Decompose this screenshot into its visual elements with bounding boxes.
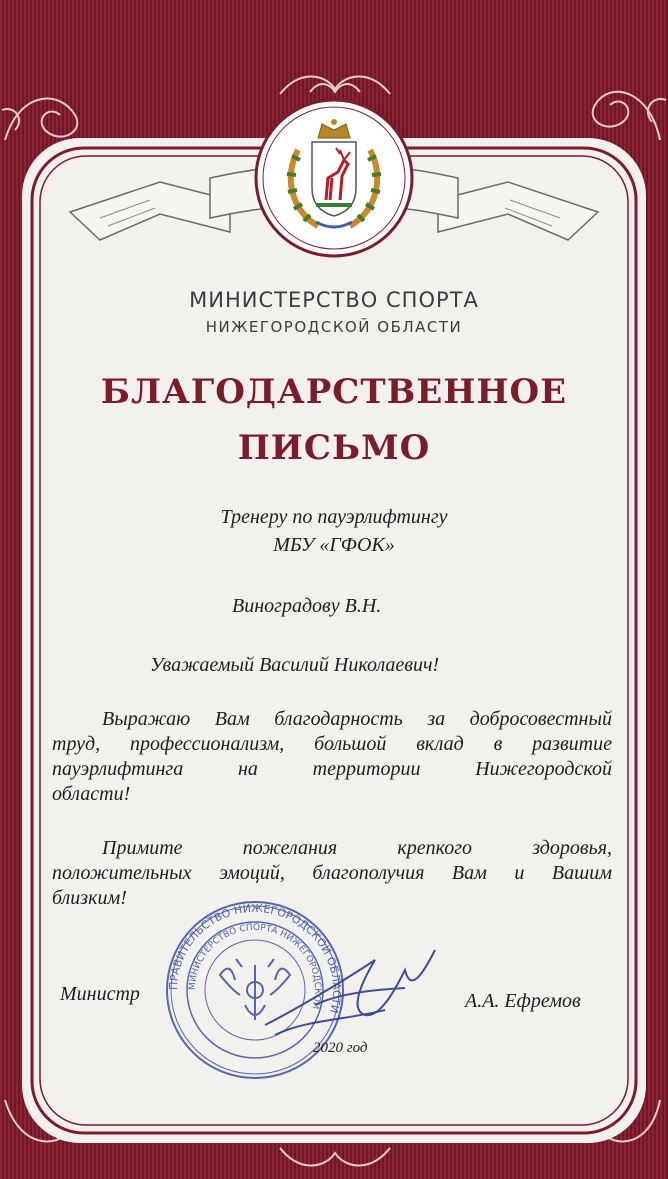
ministry-region: НИЖЕГОРОДСКОЙ ОБЛАСТИ [205,318,463,336]
recipient-role: Тренеру по пауэрлифтингу [220,506,448,528]
stamp-outer-text: ПРАВИТЕЛЬСТВО НИЖЕГОРОДСКОЙ ОБЛАСТИ [166,901,344,1015]
stamp-inner-text: МИНИСТЕРСТВО СПОРТА НИЖЕГОРОДСКОЙ [187,922,323,1010]
body-p1-line: пауэрлифтинга на территории Нижегородской [52,758,612,780]
handwritten-signature [255,940,445,1040]
body-p1-line: труд, профессионализм, большой вклад в развитие [52,733,612,755]
document-title-line1: БЛАГОДАРСТВЕННОЕ [100,372,568,412]
recipient-name: Виноградову В.Н. [232,595,382,617]
body-p1-line: Выражаю Вам благодарность за добросовестный [102,708,612,730]
body-p2-line: положительных эмоций, благополучия Вам и Вашим [52,862,612,884]
document-title-line2: ПИСЬМО [237,428,431,468]
body-p2-line: Примите пожелания крепкого здоровья, [102,837,612,859]
document-date: 2020 год [313,1040,368,1056]
signatory-position: Министр [60,983,140,1005]
recipient-organization: МБУ «ГФОК» [273,534,395,556]
ministry-name: МИНИСТЕРСТВО СПОРТА [189,288,479,312]
salutation: Уважаемый Василий Николаевич! [150,654,440,676]
signatory-name: А.А. Ефремов [465,990,581,1012]
body-paragraph-1 [52,707,612,807]
body-p1-line: области! [52,783,131,805]
body-p2-line: близким! [52,887,127,909]
